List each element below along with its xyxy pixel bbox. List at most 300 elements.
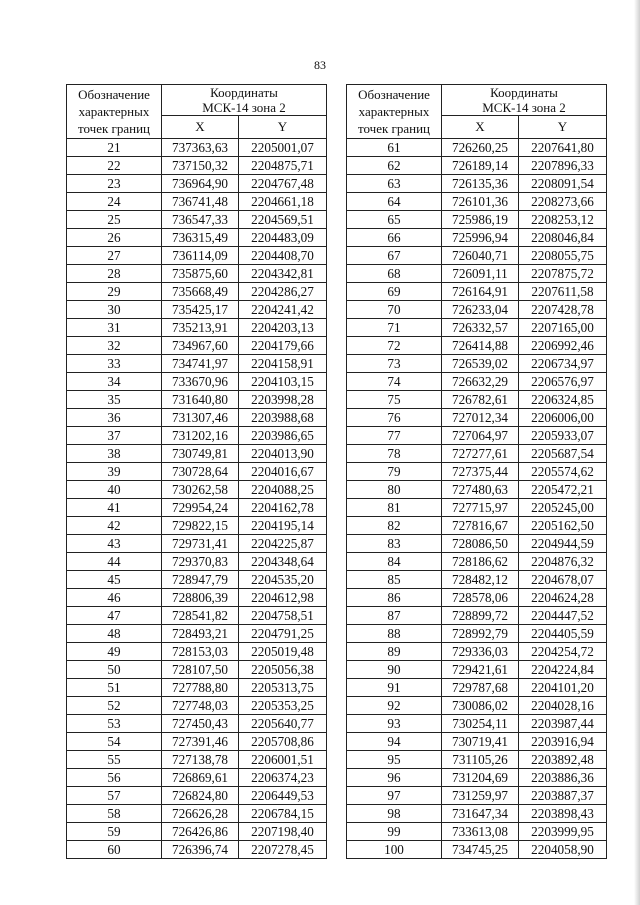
x-coordinate-cell: 727480,63 [442, 481, 519, 499]
scan-edge-shadow [634, 0, 640, 905]
y-coordinate-cell: 2207198,40 [239, 823, 327, 841]
x-coordinate-cell: 736315,49 [162, 229, 239, 247]
table-row [67, 769, 327, 787]
y-coordinate-cell: 2204342,81 [239, 265, 327, 283]
x-coordinate-cell: 727748,03 [162, 697, 239, 715]
x-coordinate-cell: 731307,46 [162, 409, 239, 427]
table-body-right [347, 139, 607, 859]
y-coordinate-cell: 2203986,65 [239, 427, 327, 445]
point-number-cell: 70 [347, 301, 442, 319]
y-coordinate-cell: 2205001,07 [239, 139, 327, 157]
point-number-cell: 72 [347, 337, 442, 355]
point-number-cell: 45 [67, 571, 162, 589]
x-coordinate-cell: 735875,60 [162, 265, 239, 283]
table-row [67, 247, 327, 265]
table-row [347, 535, 607, 553]
y-coordinate-cell: 2203987,44 [519, 715, 607, 733]
x-coordinate-cell: 726632,29 [442, 373, 519, 391]
table-row [347, 427, 607, 445]
point-number-cell: 84 [347, 553, 442, 571]
y-coordinate-cell: 2207428,78 [519, 301, 607, 319]
point-number-cell: 65 [347, 211, 442, 229]
x-coordinate-cell: 736964,90 [162, 175, 239, 193]
table-row [347, 679, 607, 697]
point-number-cell: 29 [67, 283, 162, 301]
x-coordinate-cell: 728107,50 [162, 661, 239, 679]
table-row [67, 787, 327, 805]
table-row [347, 769, 607, 787]
point-number-cell: 95 [347, 751, 442, 769]
y-coordinate-cell: 2205574,62 [519, 463, 607, 481]
point-number-cell: 83 [347, 535, 442, 553]
y-coordinate-cell: 2204483,09 [239, 229, 327, 247]
point-number-cell: 100 [347, 841, 442, 859]
x-coordinate-cell: 726233,04 [442, 301, 519, 319]
table-row [67, 427, 327, 445]
table-row [347, 193, 607, 211]
y-coordinate-cell: 2204179,66 [239, 337, 327, 355]
point-number-cell: 35 [67, 391, 162, 409]
table-row [347, 373, 607, 391]
header-coords-line: МСК-14 зона 2 [202, 100, 286, 115]
point-number-cell: 64 [347, 193, 442, 211]
y-coordinate-cell: 2203999,95 [519, 823, 607, 841]
table-row [347, 337, 607, 355]
y-coordinate-cell: 2204348,64 [239, 553, 327, 571]
point-number-cell: 80 [347, 481, 442, 499]
point-number-cell: 77 [347, 427, 442, 445]
point-number-cell: 39 [67, 463, 162, 481]
y-coordinate-cell: 2205019,48 [239, 643, 327, 661]
header-y: Y [519, 116, 607, 139]
x-coordinate-cell: 726414,88 [442, 337, 519, 355]
page-number: 83 [314, 58, 326, 72]
x-coordinate-cell: 726539,02 [442, 355, 519, 373]
y-coordinate-cell: 2208055,75 [519, 247, 607, 265]
table-row [347, 787, 607, 805]
table-row [347, 355, 607, 373]
y-coordinate-cell: 2205640,77 [239, 715, 327, 733]
table-row [347, 157, 607, 175]
x-coordinate-cell: 734967,60 [162, 337, 239, 355]
x-coordinate-cell: 728086,50 [442, 535, 519, 553]
table-row [67, 589, 327, 607]
y-coordinate-cell: 2203898,43 [519, 805, 607, 823]
header-label-line: Обозначение [78, 87, 150, 102]
table-row [347, 409, 607, 427]
x-coordinate-cell: 728578,06 [442, 589, 519, 607]
y-coordinate-cell: 2204535,20 [239, 571, 327, 589]
table-row [67, 373, 327, 391]
y-coordinate-cell: 2204286,27 [239, 283, 327, 301]
table-row [347, 643, 607, 661]
point-number-cell: 71 [347, 319, 442, 337]
point-number-cell: 61 [347, 139, 442, 157]
x-coordinate-cell: 735213,91 [162, 319, 239, 337]
x-coordinate-cell: 733670,96 [162, 373, 239, 391]
x-coordinate-cell: 728482,12 [442, 571, 519, 589]
y-coordinate-cell: 2203892,48 [519, 751, 607, 769]
y-coordinate-cell: 2205056,38 [239, 661, 327, 679]
table-row [347, 283, 607, 301]
table-row [67, 157, 327, 175]
point-number-cell: 58 [67, 805, 162, 823]
table-row [347, 481, 607, 499]
point-number-cell: 75 [347, 391, 442, 409]
x-coordinate-cell: 737150,32 [162, 157, 239, 175]
point-number-cell: 99 [347, 823, 442, 841]
point-number-cell: 21 [67, 139, 162, 157]
y-coordinate-cell: 2204944,59 [519, 535, 607, 553]
y-coordinate-cell: 2206006,00 [519, 409, 607, 427]
table-row [67, 697, 327, 715]
y-coordinate-cell: 2204612,98 [239, 589, 327, 607]
y-coordinate-cell: 2204447,52 [519, 607, 607, 625]
table-row [67, 139, 327, 157]
table-row [347, 319, 607, 337]
y-coordinate-cell: 2206001,51 [239, 751, 327, 769]
point-number-cell: 93 [347, 715, 442, 733]
point-number-cell: 74 [347, 373, 442, 391]
point-number-cell: 53 [67, 715, 162, 733]
y-coordinate-cell: 2204224,84 [519, 661, 607, 679]
table-row [347, 625, 607, 643]
point-number-cell: 92 [347, 697, 442, 715]
x-coordinate-cell: 726260,25 [442, 139, 519, 157]
point-number-cell: 89 [347, 643, 442, 661]
point-number-cell: 32 [67, 337, 162, 355]
y-coordinate-cell: 2204254,72 [519, 643, 607, 661]
point-number-cell: 63 [347, 175, 442, 193]
x-coordinate-cell: 727064,97 [442, 427, 519, 445]
table-row [67, 805, 327, 823]
y-coordinate-cell: 2204013,90 [239, 445, 327, 463]
point-number-cell: 38 [67, 445, 162, 463]
point-number-cell: 87 [347, 607, 442, 625]
y-coordinate-cell: 2207641,80 [519, 139, 607, 157]
x-coordinate-cell: 729731,41 [162, 535, 239, 553]
point-number-cell: 56 [67, 769, 162, 787]
x-coordinate-cell: 726396,74 [162, 841, 239, 859]
table-row [67, 193, 327, 211]
header-point-label [347, 85, 442, 139]
x-coordinate-cell: 731204,69 [442, 769, 519, 787]
table-row [67, 571, 327, 589]
point-number-cell: 79 [347, 463, 442, 481]
header-y: Y [239, 116, 327, 139]
x-coordinate-cell: 726091,11 [442, 265, 519, 283]
point-number-cell: 85 [347, 571, 442, 589]
table-row [67, 733, 327, 751]
table-row [347, 697, 607, 715]
y-coordinate-cell: 2204241,42 [239, 301, 327, 319]
point-number-cell: 49 [67, 643, 162, 661]
x-coordinate-cell: 726135,36 [442, 175, 519, 193]
y-coordinate-cell: 2206734,97 [519, 355, 607, 373]
point-number-cell: 88 [347, 625, 442, 643]
header-label-line: характерных [358, 104, 430, 119]
table-row [347, 445, 607, 463]
x-coordinate-cell: 727391,46 [162, 733, 239, 751]
x-coordinate-cell: 734745,25 [442, 841, 519, 859]
point-number-cell: 28 [67, 265, 162, 283]
x-coordinate-cell: 726824,80 [162, 787, 239, 805]
y-coordinate-cell: 2207165,00 [519, 319, 607, 337]
table-row [347, 247, 607, 265]
table-row [67, 535, 327, 553]
point-number-cell: 69 [347, 283, 442, 301]
x-coordinate-cell: 728493,21 [162, 625, 239, 643]
y-coordinate-cell: 2205162,50 [519, 517, 607, 535]
table-row [67, 751, 327, 769]
point-number-cell: 22 [67, 157, 162, 175]
y-coordinate-cell: 2204678,07 [519, 571, 607, 589]
table-row [67, 679, 327, 697]
x-coordinate-cell: 731105,26 [442, 751, 519, 769]
x-coordinate-cell: 725986,19 [442, 211, 519, 229]
point-number-cell: 48 [67, 625, 162, 643]
x-coordinate-cell: 728541,82 [162, 607, 239, 625]
x-coordinate-cell: 729787,68 [442, 679, 519, 697]
x-coordinate-cell: 728806,39 [162, 589, 239, 607]
x-coordinate-cell: 730262,58 [162, 481, 239, 499]
y-coordinate-cell: 2204058,90 [519, 841, 607, 859]
y-coordinate-cell: 2204405,59 [519, 625, 607, 643]
header-x: X [442, 116, 519, 139]
point-number-cell: 67 [347, 247, 442, 265]
x-coordinate-cell: 730086,02 [442, 697, 519, 715]
point-number-cell: 68 [347, 265, 442, 283]
y-coordinate-cell: 2206784,15 [239, 805, 327, 823]
y-coordinate-cell: 2206449,53 [239, 787, 327, 805]
coordinates-table-right [346, 84, 607, 859]
y-coordinate-cell: 2204028,16 [519, 697, 607, 715]
y-coordinate-cell: 2203887,37 [519, 787, 607, 805]
coordinates-table-left [66, 84, 327, 859]
table-row [67, 265, 327, 283]
x-coordinate-cell: 726426,86 [162, 823, 239, 841]
y-coordinate-cell: 2204162,78 [239, 499, 327, 517]
y-coordinate-cell: 2206324,85 [519, 391, 607, 409]
point-number-cell: 24 [67, 193, 162, 211]
table-row [67, 337, 327, 355]
table-row [347, 589, 607, 607]
point-number-cell: 62 [347, 157, 442, 175]
table-row [347, 391, 607, 409]
table-row [67, 301, 327, 319]
table-row [347, 715, 607, 733]
table-row [67, 229, 327, 247]
x-coordinate-cell: 726869,61 [162, 769, 239, 787]
x-coordinate-cell: 727788,80 [162, 679, 239, 697]
point-number-cell: 25 [67, 211, 162, 229]
x-coordinate-cell: 727138,78 [162, 751, 239, 769]
y-coordinate-cell: 2204158,91 [239, 355, 327, 373]
point-number-cell: 42 [67, 517, 162, 535]
table-row [67, 319, 327, 337]
point-number-cell: 44 [67, 553, 162, 571]
table-row [67, 841, 327, 859]
table-row [347, 607, 607, 625]
table-row [67, 625, 327, 643]
x-coordinate-cell: 736741,48 [162, 193, 239, 211]
y-coordinate-cell: 2205933,07 [519, 427, 607, 445]
y-coordinate-cell: 2204225,87 [239, 535, 327, 553]
point-number-cell: 41 [67, 499, 162, 517]
x-coordinate-cell: 730728,64 [162, 463, 239, 481]
table-row [67, 175, 327, 193]
header-x: X [162, 116, 239, 139]
table-row [67, 463, 327, 481]
y-coordinate-cell: 2204103,15 [239, 373, 327, 391]
x-coordinate-cell: 736114,09 [162, 247, 239, 265]
table-row [347, 751, 607, 769]
table-row [67, 211, 327, 229]
table-row [347, 805, 607, 823]
x-coordinate-cell: 735425,17 [162, 301, 239, 319]
y-coordinate-cell: 2204195,14 [239, 517, 327, 535]
point-number-cell: 97 [347, 787, 442, 805]
table-row [347, 661, 607, 679]
y-coordinate-cell: 2204408,70 [239, 247, 327, 265]
x-coordinate-cell: 727375,44 [442, 463, 519, 481]
point-number-cell: 46 [67, 589, 162, 607]
x-coordinate-cell: 725996,94 [442, 229, 519, 247]
point-number-cell: 47 [67, 607, 162, 625]
y-coordinate-cell: 2206992,46 [519, 337, 607, 355]
header-label-line: характерных [78, 104, 150, 119]
x-coordinate-cell: 731640,80 [162, 391, 239, 409]
table-body-left [67, 139, 327, 859]
x-coordinate-cell: 728186,62 [442, 553, 519, 571]
y-coordinate-cell: 2206374,23 [239, 769, 327, 787]
x-coordinate-cell: 728153,03 [162, 643, 239, 661]
point-number-cell: 51 [67, 679, 162, 697]
y-coordinate-cell: 2204203,13 [239, 319, 327, 337]
x-coordinate-cell: 726626,28 [162, 805, 239, 823]
x-coordinate-cell: 735668,49 [162, 283, 239, 301]
y-coordinate-cell: 2207611,58 [519, 283, 607, 301]
y-coordinate-cell: 2205313,75 [239, 679, 327, 697]
x-coordinate-cell: 727277,61 [442, 445, 519, 463]
point-number-cell: 31 [67, 319, 162, 337]
x-coordinate-cell: 730749,81 [162, 445, 239, 463]
table-row [347, 841, 607, 859]
y-coordinate-cell: 2204661,18 [239, 193, 327, 211]
point-number-cell: 55 [67, 751, 162, 769]
y-coordinate-cell: 2204758,51 [239, 607, 327, 625]
y-coordinate-cell: 2204624,28 [519, 589, 607, 607]
y-coordinate-cell: 2203988,68 [239, 409, 327, 427]
y-coordinate-cell: 2205687,54 [519, 445, 607, 463]
point-number-cell: 98 [347, 805, 442, 823]
table-row [67, 391, 327, 409]
table-row [347, 571, 607, 589]
point-number-cell: 33 [67, 355, 162, 373]
point-number-cell: 76 [347, 409, 442, 427]
point-number-cell: 37 [67, 427, 162, 445]
x-coordinate-cell: 727816,67 [442, 517, 519, 535]
y-coordinate-cell: 2204016,67 [239, 463, 327, 481]
x-coordinate-cell: 728947,79 [162, 571, 239, 589]
table-row [67, 607, 327, 625]
y-coordinate-cell: 2208273,66 [519, 193, 607, 211]
y-coordinate-cell: 2204767,48 [239, 175, 327, 193]
y-coordinate-cell: 2204791,25 [239, 625, 327, 643]
table-row [347, 139, 607, 157]
x-coordinate-cell: 726189,14 [442, 157, 519, 175]
x-coordinate-cell: 727012,34 [442, 409, 519, 427]
x-coordinate-cell: 729370,83 [162, 553, 239, 571]
x-coordinate-cell: 730719,41 [442, 733, 519, 751]
point-number-cell: 66 [347, 229, 442, 247]
x-coordinate-cell: 733613,08 [442, 823, 519, 841]
x-coordinate-cell: 729336,03 [442, 643, 519, 661]
table-row [347, 463, 607, 481]
table-row [67, 517, 327, 535]
header-coordinates [162, 85, 327, 116]
x-coordinate-cell: 731202,16 [162, 427, 239, 445]
x-coordinate-cell: 737363,63 [162, 139, 239, 157]
point-number-cell: 59 [67, 823, 162, 841]
y-coordinate-cell: 2203998,28 [239, 391, 327, 409]
x-coordinate-cell: 734741,97 [162, 355, 239, 373]
point-number-cell: 30 [67, 301, 162, 319]
x-coordinate-cell: 736547,33 [162, 211, 239, 229]
table-row [67, 823, 327, 841]
table-row [347, 733, 607, 751]
header-coords-line: МСК-14 зона 2 [482, 100, 566, 115]
table-row [67, 355, 327, 373]
table-row [67, 283, 327, 301]
header-label-line: Обозначение [358, 87, 430, 102]
table-row [67, 409, 327, 427]
y-coordinate-cell: 2207278,45 [239, 841, 327, 859]
point-number-cell: 94 [347, 733, 442, 751]
x-coordinate-cell: 726101,36 [442, 193, 519, 211]
table-row [347, 211, 607, 229]
x-coordinate-cell: 726332,57 [442, 319, 519, 337]
point-number-cell: 57 [67, 787, 162, 805]
point-number-cell: 40 [67, 481, 162, 499]
point-number-cell: 52 [67, 697, 162, 715]
point-number-cell: 50 [67, 661, 162, 679]
point-number-cell: 91 [347, 679, 442, 697]
header-coords-line: Координаты [210, 85, 278, 100]
x-coordinate-cell: 726782,61 [442, 391, 519, 409]
table-row [67, 715, 327, 733]
point-number-cell: 27 [67, 247, 162, 265]
header-label-line: точек границ [77, 121, 151, 136]
table-row [67, 445, 327, 463]
y-coordinate-cell: 2204876,32 [519, 553, 607, 571]
y-coordinate-cell: 2205245,00 [519, 499, 607, 517]
table-row [347, 229, 607, 247]
y-coordinate-cell: 2205353,25 [239, 697, 327, 715]
table-row [67, 499, 327, 517]
y-coordinate-cell: 2204569,51 [239, 211, 327, 229]
point-number-cell: 26 [67, 229, 162, 247]
table-row [347, 823, 607, 841]
table-row [67, 481, 327, 499]
point-number-cell: 23 [67, 175, 162, 193]
header-coordinates [442, 85, 607, 116]
table-row [347, 499, 607, 517]
y-coordinate-cell: 2204875,71 [239, 157, 327, 175]
point-number-cell: 82 [347, 517, 442, 535]
x-coordinate-cell: 730254,11 [442, 715, 519, 733]
header-point-label [67, 85, 162, 139]
